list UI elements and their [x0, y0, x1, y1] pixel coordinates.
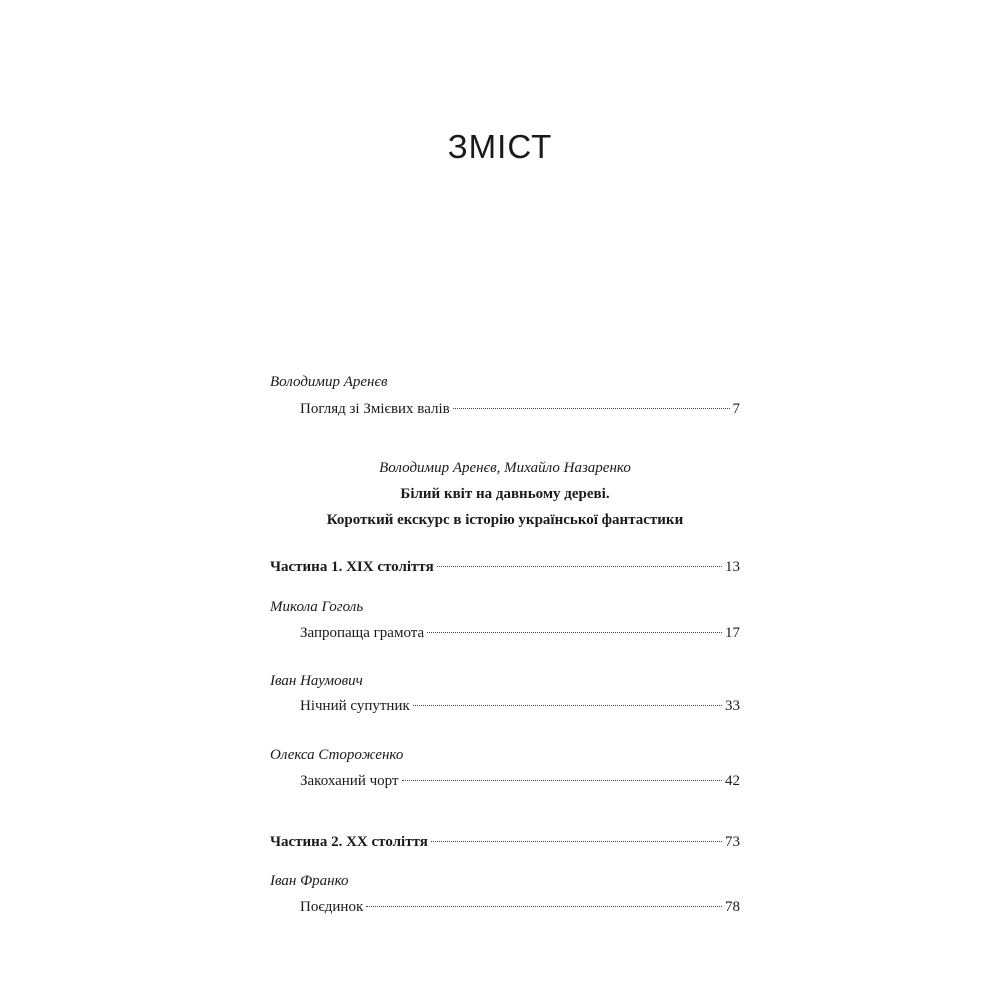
- toc-page-number: 13: [725, 559, 740, 575]
- toc-entry-title: Нічний супутник: [300, 698, 410, 714]
- toc-author: Іван Наумович: [270, 673, 363, 689]
- toc-essay-title-line2: Короткий екскурс в історію української фантастики: [326, 512, 684, 528]
- dot-leader: [366, 906, 722, 907]
- toc-entry[interactable]: [300, 897, 740, 917]
- dot-leader: [427, 632, 722, 633]
- toc-part-1[interactable]: [270, 557, 740, 577]
- toc-entry-title: Закоханий чорт: [300, 773, 399, 789]
- toc-part-title: Частина 1. ХІХ століття: [270, 559, 434, 575]
- toc-page-number: 33: [725, 698, 740, 714]
- toc-entry[interactable]: [300, 399, 740, 419]
- dot-leader: [413, 705, 722, 706]
- toc-entry[interactable]: [300, 771, 740, 791]
- toc-entry-title: Погляд зі Змієвих валів: [300, 401, 450, 417]
- toc-essay-title-line1: Білий квіт на давньому дереві.: [400, 486, 610, 502]
- dot-leader: [431, 841, 722, 842]
- toc-page-number: 73: [725, 834, 740, 850]
- toc-page-number: 78: [725, 899, 740, 915]
- dot-leader: [437, 566, 722, 567]
- toc-author: Олекса Стороженко: [270, 747, 404, 763]
- toc-page-number: 17: [725, 625, 740, 641]
- toc-essay[interactable]: [270, 455, 740, 533]
- toc-entry[interactable]: [300, 696, 740, 716]
- toc-page-number: 42: [725, 773, 740, 789]
- toc-author: Іван Франко: [270, 873, 349, 889]
- toc-part-title: Частина 2. ХХ століття: [270, 834, 428, 850]
- page-title: ЗМІСТ: [447, 128, 553, 165]
- toc-author: Володимир Аренєв: [270, 374, 388, 390]
- toc-entry-title: Запропаща грамота: [300, 625, 425, 641]
- toc-entry-title: Поєдинок: [300, 899, 364, 915]
- dot-leader: [453, 408, 730, 409]
- toc-part-2[interactable]: [270, 832, 740, 852]
- toc-author: Микола Гоголь: [270, 599, 364, 615]
- toc-essay-authors: Володимир Аренєв, Михайло Назаренко: [379, 460, 631, 476]
- toc-page-number: 7: [732, 401, 740, 417]
- toc-entry[interactable]: [300, 623, 740, 643]
- dot-leader: [402, 780, 722, 781]
